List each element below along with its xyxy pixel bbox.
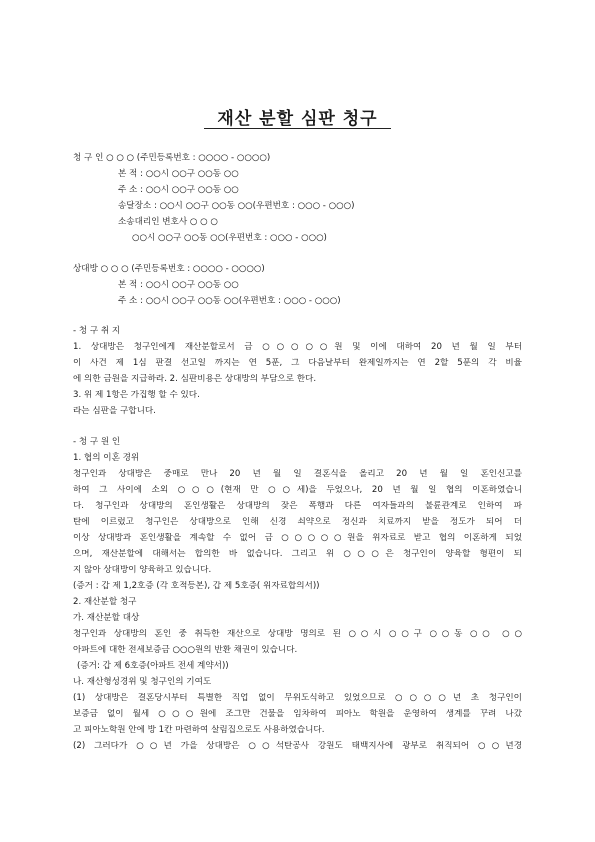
paragraph-line: 청구인과 상대방의 혼인 중 취득한 재산으로 상대방 명의로 된 ○○시 ○○구 ○○동 ○○ ○○ [73,629,522,639]
claimant-domicile: 본 적 : ○○시 ○○구 ○○동 ○○ [118,169,239,179]
purpose-line: 에 의한 금원을 지급하라. 2. 심판비용은 상대방의 부담으로 한다. [73,374,317,384]
paragraph-line: 보증금 없이 월세 ○○○원에 조그만 건물을 임차하여 피아노 학원을 운영하여 생계를 꾸려 나갔 [73,709,522,719]
evidence-note: (증거 : 갑 제 1,2호증 (각 호적등본), 갑 제 5호증( 위자료합의서)) [73,581,320,591]
cause-heading: - 청 구 원 인 [73,437,121,447]
purpose-heading: - 청 구 취 지 [73,326,121,336]
purpose-line: 이 사건 제 1심 판결 선고일 까지는 연 5푼, 그 다음날부터 완제일까지는 연 2할 5푼의 각 비율 [73,358,522,368]
paragraph-line: 고 피아노학원 안에 방 1칸 마련하여 살림집으로도 사용하였습니다. [73,725,325,735]
document-title: 재산 분할 심판 청구 [217,109,378,129]
section-heading-divorce: 1. 협의 이혼 경위 [73,453,140,463]
attorney-address: ○○시 ○○구 ○○동 ○○(우편번호 : ○○○ - ○○○) [132,233,327,243]
purpose-line: 1. 상대방은 청구인에게 재산분할로서 금 ○○○○○원 및 이에 대하여 20 년 월 일 부터 [73,342,522,352]
respondent-name-line: 상대방 ○ ○ ○ (주민등록번호 : ○○○○ - ○○○○) [73,264,265,274]
title-underline [204,128,391,129]
paragraph-line: (2) 그러다가 ○○년 가을 상대방은 ○○석탄공사 강원도 태백지사에 광부로 취직되어 ○○년경 [73,741,522,751]
paragraph-line: 청구인과 상대방은 중매로 만나 20 년 월 일 결혼식을 올리고 20 년 월 일 혼인신고를 [73,469,522,479]
subsection-heading-target: 가. 재산분할 대상 [73,613,140,623]
subsection-heading-contribution: 나. 재산형성경위 및 청구인의 기여도 [73,677,212,687]
respondent-domicile: 본 적 : ○○시 ○○구 ○○동 ○○ [118,280,239,290]
purpose-line: 3. 위 제 1항은 가집행 할 수 있다. [73,390,200,400]
respondent-address: 주 소 : ○○시 ○○구 ○○동 ○○(우편번호 : ○○○ - ○○○) [118,296,341,306]
paragraph-line: 이상 상대방과 혼인생활을 계속할 수 없어 금 ○○○○○원을 위자료로 받고 협의 이혼하게 되었 [73,533,522,543]
paragraph-line: (1) 상대방은 결혼당시부터 특별한 직업 없이 무위도식하고 있었으므로 ○○○○년 초 청구인이 [73,693,522,703]
paragraph-line: 지 않아 상대방이 양육하고 있습니다. [73,565,212,575]
claimant-name-line: 청 구 인 ○ ○ ○ (주민등록번호 : ○○○○ - ○○○○) [73,153,271,163]
paragraph-line: 다. 청구인과 상대방의 혼인생활은 상대방의 잦은 폭행과 다른 여자들과의 불륜관계로 인하여 파 [73,501,522,511]
paragraph-line: 하여 그 사이에 소외 ○○○(현재 만 ○○세)을 두었으나, 20 년 월 일 협의 이혼하였습니 [73,485,522,495]
paragraph-line: 탄에 이르렀고 청구인은 상대방으로 인해 신경 쇠약으로 정신과 치료까지 받을 정도가 되어 더 [73,517,522,527]
purpose-line: 라는 심판을 구합니다. [73,406,156,416]
paragraph-line: 아파트에 대한 전세보증금 ○○○원의 반환 채권이 있습니다. [73,645,298,655]
evidence-note: (증거: 갑 제 6호증(아파트 전세 계약서)) [77,661,229,671]
claimant-service-address: 송달장소 : ○○시 ○○구 ○○동 ○○(우편번호 : ○○○ - ○○○) [118,201,355,211]
claimant-address: 주 소 : ○○시 ○○구 ○○동 ○○ [118,185,239,195]
section-heading-property-division: 2. 재산분할 청구 [73,597,137,607]
paragraph-line: 으며, 재산분할에 대해서는 합의한 바 없습니다. 그리고 위 ○○○은 청구인이 양육할 형편이 되 [73,549,522,559]
claimant-attorney: 소송대리인 변호사 ○ ○ ○ [118,217,218,227]
